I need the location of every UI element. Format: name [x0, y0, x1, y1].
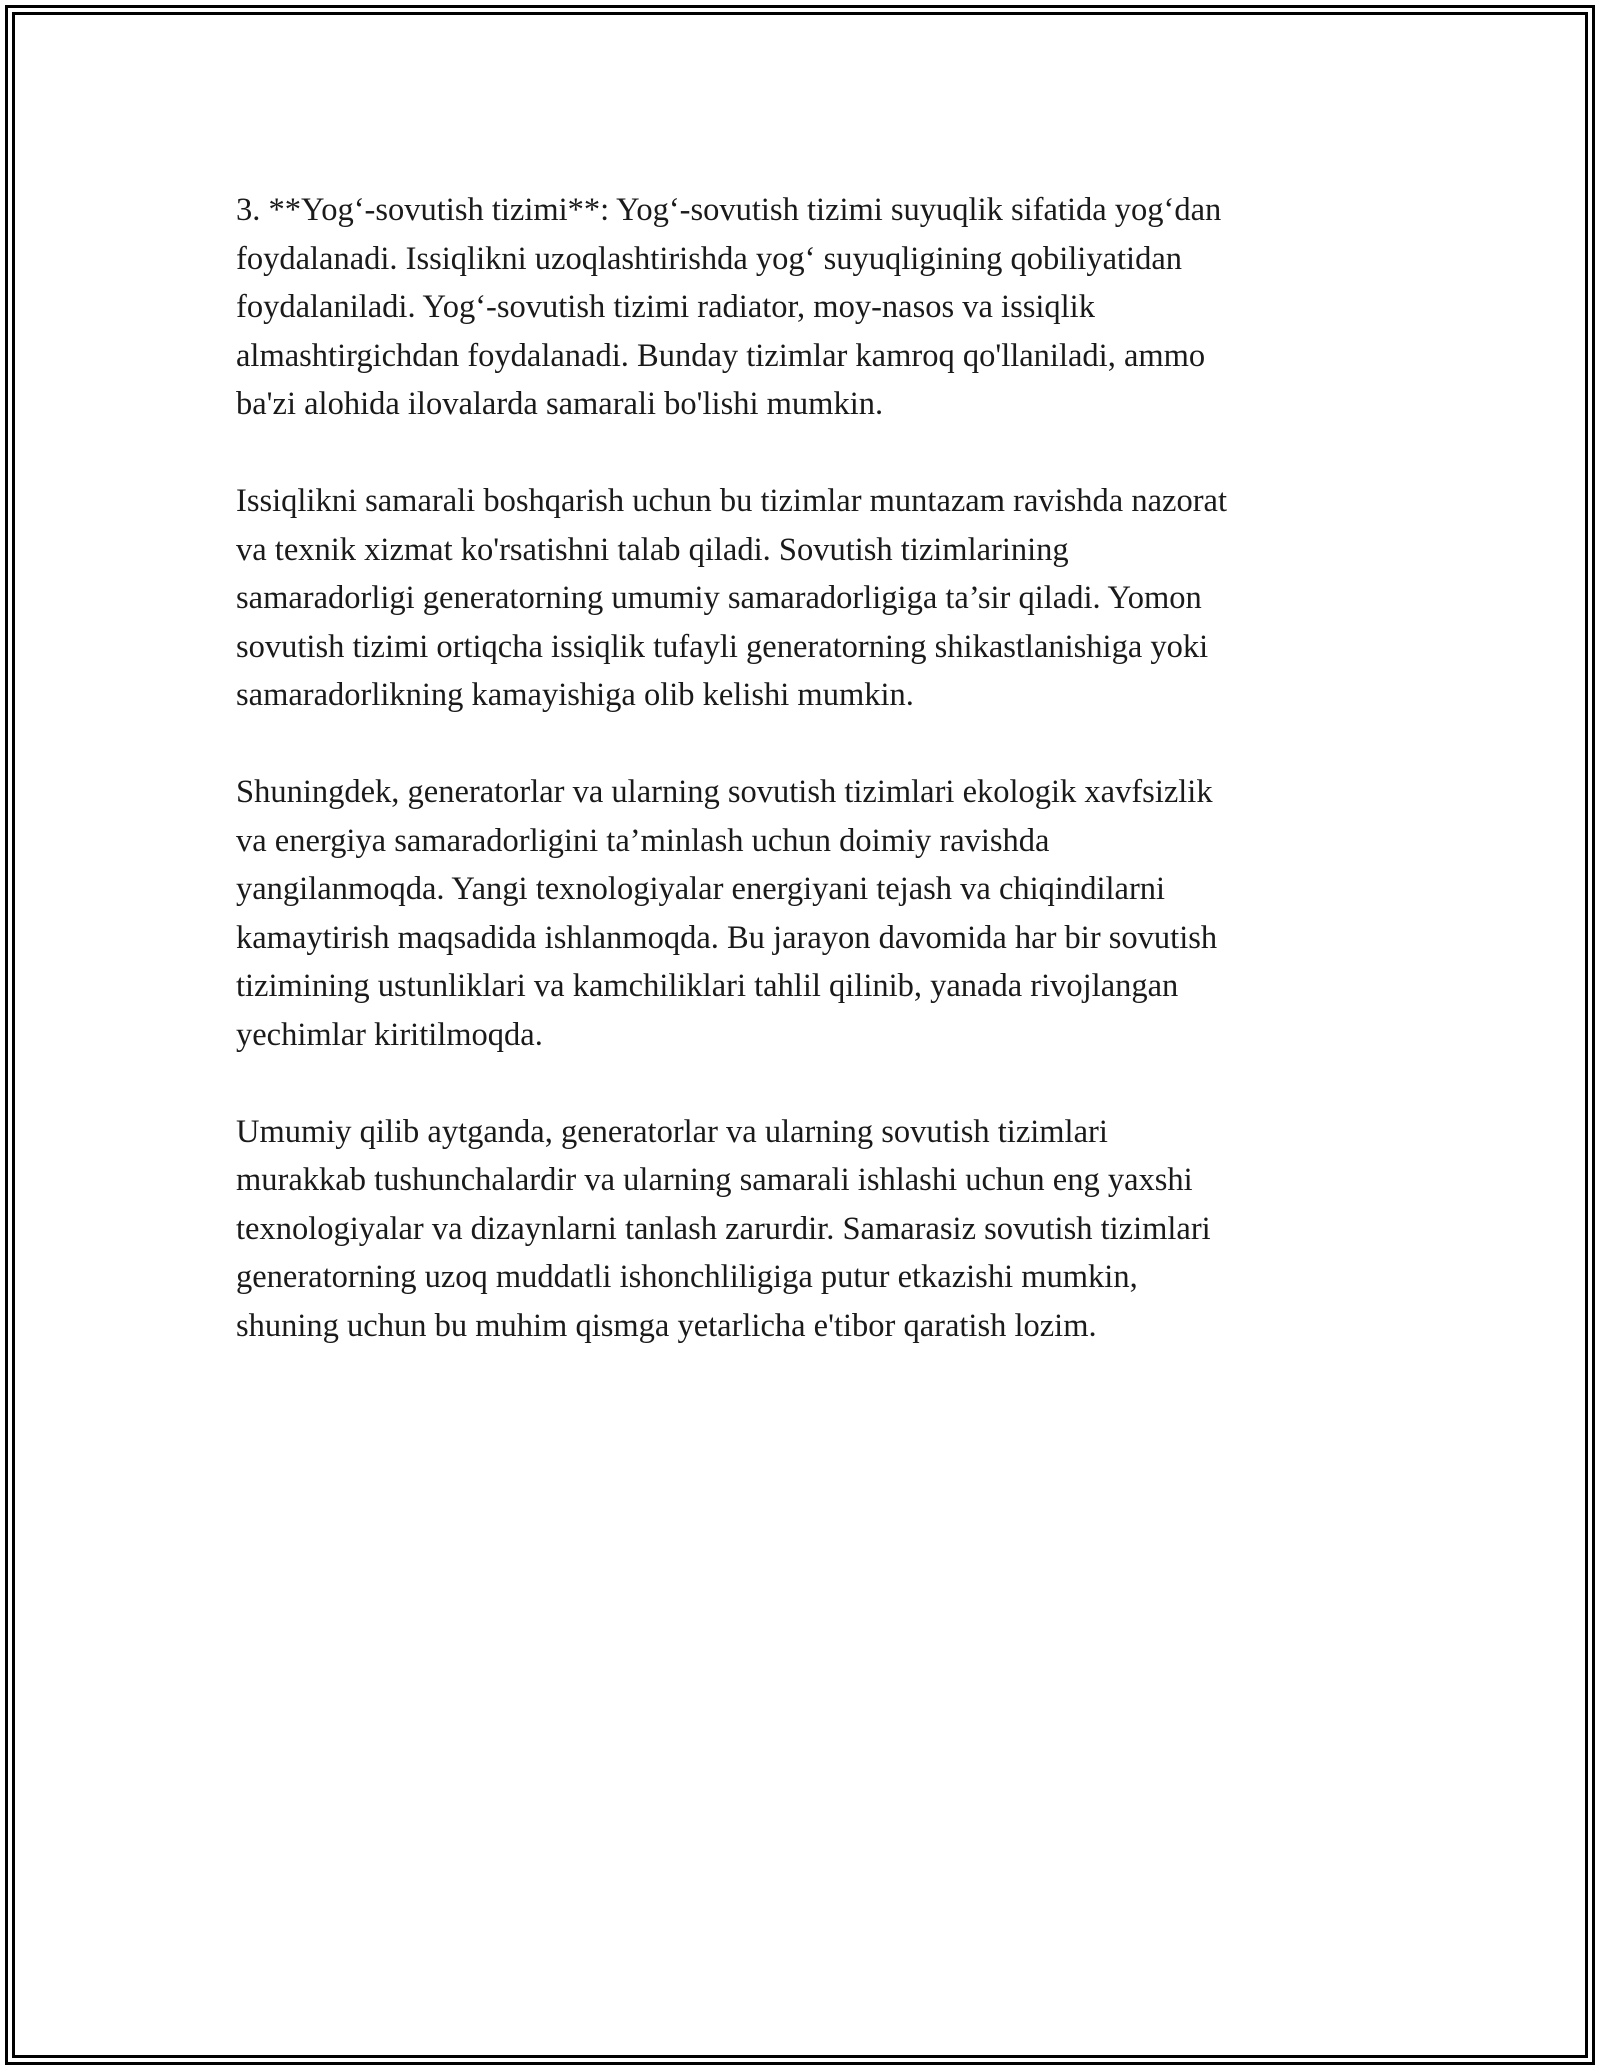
paragraph-new-technologies: Shuningdek, generatorlar va ularning sovutish tizimlari ekologik xavfsizlik va energiya samaradorligini ta’minlash uchun doimiy ravishda yangilanmoqda. Yangi texnologiyalar energiyani tejash va chiqindilarni kamaytirish maqsadida ishlanmoqda. Bu jarayon davomida har bir sovutish tizimining ustunliklari va kamchiliklari tahlil qilinib, yanada rivojlangan yechimlar kiritilmoqda.	[236, 774, 1218, 1053]
paragraph-heat-management: Issiqlikni samarali boshqarish uchun bu tizimlar muntazam ravishda nazorat va texnik xizmat ko'rsatishni talab qiladi. Sovutish tizimlarining samaradorligi generatorning umumiy samaradorligiga ta’sir qiladi. Yomon sovutish tizimi ortiqcha issiqlik tufayli generatorning shikastlanishiga yoki samaradorlikning kamayishiga olib kelishi mumkin.	[236, 483, 1227, 713]
paragraph-oil-cooling: 3. **Yog‘-sovutish tizimi**: Yog‘-sovutish tizimi suyuqlik sifatida yog‘dan foydalanadi. Issiqlikni uzoqlashtirishda yog‘ suyuqligining qobiliyatidan foydalaniladi. Yog‘-sovutish tizimi radiator, moy-nasos va issiqlik almashtirgichdan foydalanadi. Bunday tizimlar kamroq qo'llaniladi, ammo ba'zi alohida ilovalarda samarali bo'lishi mumkin.	[236, 192, 1222, 422]
document-body	[236, 186, 1366, 1399]
paragraph-conclusion: Umumiy qilib aytganda, generatorlar va ularning sovutish tizimlari murakkab tushunchalardir va ularning samarali ishlashi uchun eng yaxshi texnologiyalar va dizaynlarni tanlash zarurdir. Samarasiz sovutish tizimlari generatorning uzoq muddatli ishonchliligiga putur etkazishi mumkin, shuning uchun bu muhim qismga yetarlicha e'tibor qaratish lozim.	[236, 1113, 1211, 1344]
